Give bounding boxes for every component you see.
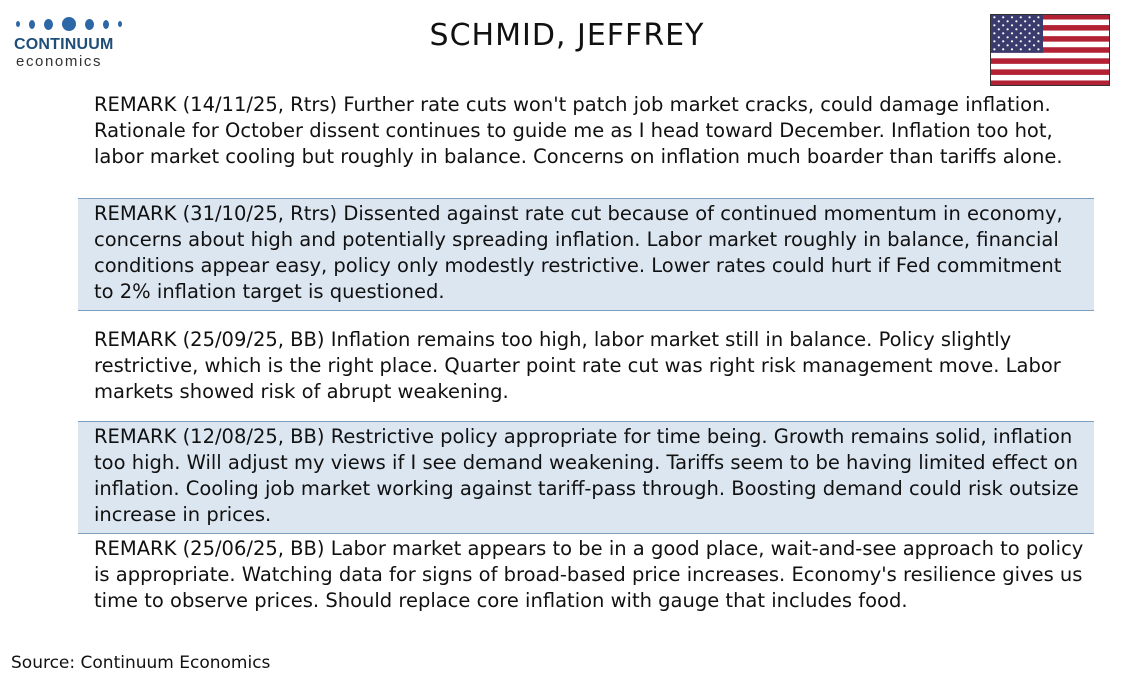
remark-item: REMARK (12/08/25, BB) Restrictive policy appropriate for time being. Growth remains solid, inflation too high. Will adjust my views if I see demand weakening. Tariffs seem to be having limited effect on inflation. Cooling job market working against tariff-pass through. Boosting demand could risk outsize increase in prices. (78, 422, 1094, 533)
logo-name: CONTINUUM (14, 36, 114, 53)
source-note: Source: Continuum Economics (11, 653, 271, 673)
us-flag-icon (990, 14, 1110, 86)
logo-subtitle: economics (16, 53, 103, 70)
remark-item: REMARK (31/10/25, Rtrs) Dissented against rate cut because of continued momentum in economy, concerns about high and potentially spreading inflation. Labor market roughly in balance, financial conditions appear easy, policy only modestly restrictive. Lower rates could hurt if Fed commitment to 2% inflation target is questioned. (78, 199, 1094, 310)
remark-item: REMARK (25/06/25, BB) Labor market appears to be in a good place, wait-and-see approach to policy is appropriate. Watching data for signs of broad-based price increases. Economy's resilience gives us time to observe prices. Should replace core inflation with gauge that includes food. (94, 537, 1084, 612)
page-title: SCHMID, JEFFREY (429, 18, 705, 53)
remark-item: REMARK (14/11/25, Rtrs) Further rate cuts won't patch job market cracks, could damage inflation. Rationale for October dissent continues to guide me as I head toward December. Inflation too hot, labor market cooling but roughly in balance. Concerns on inflation much boarder than tariffs alone. (94, 93, 1063, 168)
remarks-list (78, 90, 1094, 644)
remark-item: REMARK (25/09/25, BB) Inflation remains too high, labor market still in balance. Policy slightly restrictive, which is the right place. Quarter point rate cut was right risk management move. Labor markets showed risk of abrupt weakening. (94, 328, 1061, 403)
